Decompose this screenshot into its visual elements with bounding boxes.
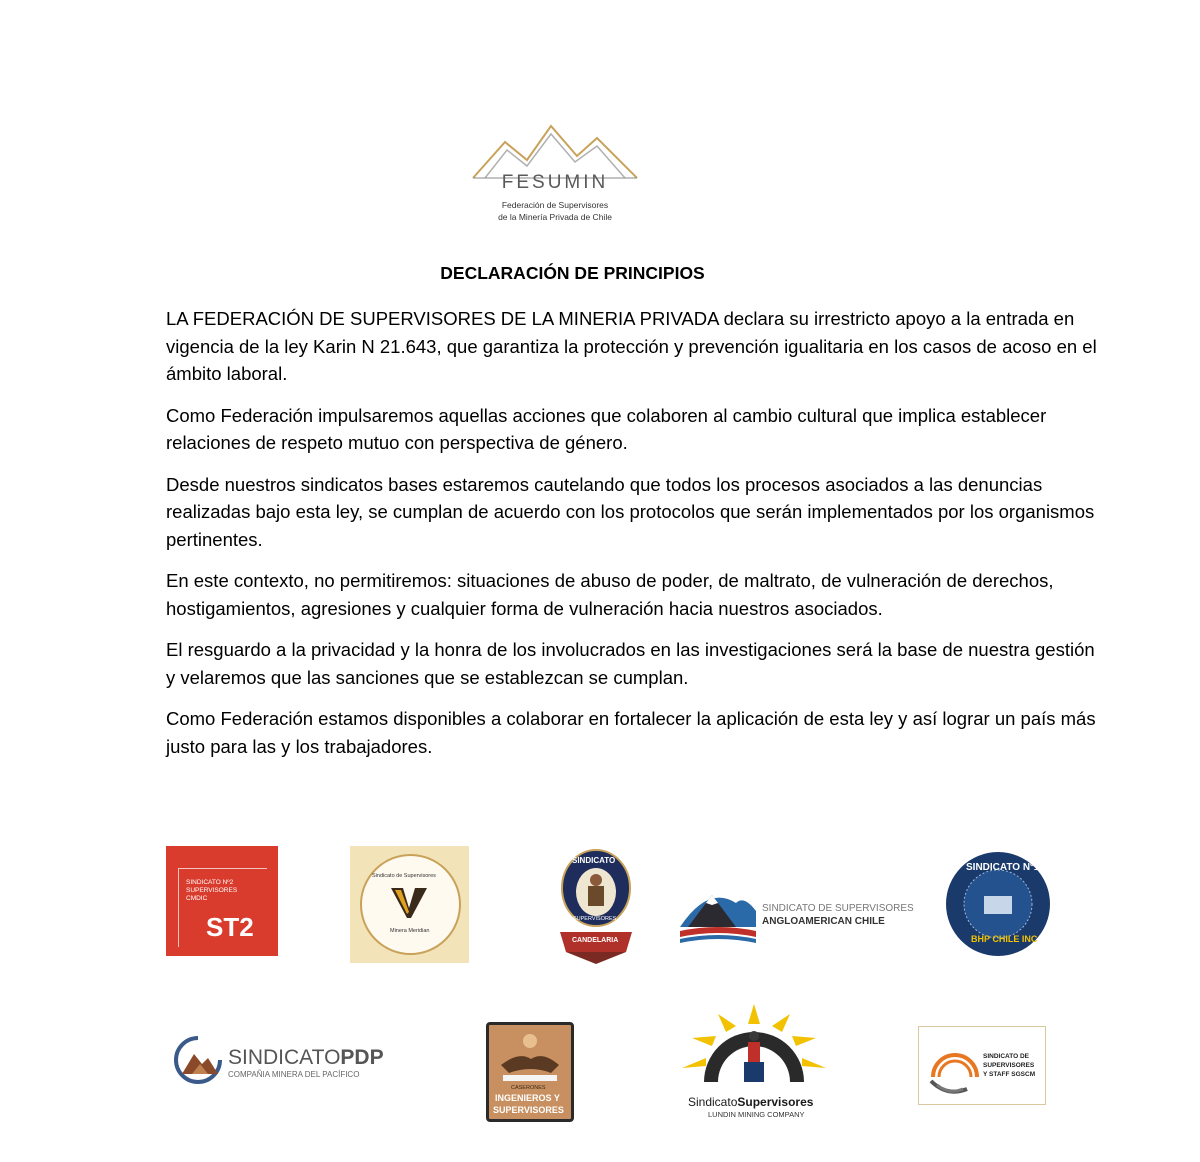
caserones-line-2: INGENIEROS Y [495, 1093, 560, 1103]
fesumin-name: FESUMIN [501, 172, 609, 193]
caserones-handshake-icon [489, 1029, 571, 1089]
caserones-line-3: SUPERVISORES [493, 1105, 564, 1115]
candelaria-logo [552, 846, 640, 966]
sgscm-line-1: SINDICATO DE [983, 1053, 1029, 1060]
paragraph-6: Como Federación estamos disponibles a colaborar en fortalecer la aplicación de esta ley y así lograr un país más justo para las y los trabajadores. [166, 708, 1096, 757]
sgscm-arcs-icon [927, 1037, 981, 1097]
lundin-sun-icon [678, 1002, 830, 1092]
pdp-name [228, 1046, 384, 1070]
angloamerican-line-2: ANGLOAMERICAN CHILE [762, 916, 885, 927]
fesumin-subtitle-1: Federación de Supervisores [501, 200, 609, 210]
lundin-name [688, 1095, 813, 1109]
lundin-logo [678, 1002, 830, 1120]
st2-logo [166, 846, 278, 956]
paragraph-5: El resguardo a la privacidad y la honra de los involucrados en las investigaciones será la base de nuestra gestión y velaremos que las sanciones que se establezcan se cumplan. [166, 639, 1095, 688]
pdp-circle-icon [172, 1034, 224, 1086]
bhp-bottom-text: BHP CHILE INC [971, 934, 1038, 944]
candelaria-banner-text: CANDELARIA [572, 937, 619, 944]
bhp-top-text: SINDICATO Nº1 [966, 862, 1040, 873]
mountains-icon [465, 120, 645, 180]
bhp-logo [944, 850, 1052, 958]
paragraph-2: Como Federación impulsaremos aquellas acciones que colaboren al cambio cultural que implica establecer relaciones de respeto mutuo con perspectiva de género. [166, 404, 1047, 453]
angloamerican-logo [678, 875, 918, 947]
pdp-subtitle: COMPAÑIA MINERA DEL PACÍFICO [228, 1070, 360, 1079]
caserones-line-1: CASERONES [511, 1085, 546, 1091]
minera-meridian-logo [350, 846, 469, 963]
candelaria-arc-text: SINDICATO [572, 856, 616, 865]
lundin-name-b: Supervisores [737, 1095, 814, 1109]
paragraph-1: LA FEDERACIÓN DE SUPERVISORES DE LA MINERIA PRIVADA declara su irrestricto apoyo a la entrada en vigencia de la ley Karin N 21.643, que garantiza la protección y prevención igualitaria en los casos de acoso en el ámbito laboral. [166, 308, 1097, 384]
st2-line-3: CMDIC [186, 895, 208, 902]
document-title: DECLARACIÓN DE PRINCIPIOS [440, 263, 705, 283]
st2-line-2: SUPERVISORES [186, 887, 238, 894]
pdp-logo [172, 1034, 384, 1090]
sgscm-line-2: SUPERVISORES [983, 1062, 1035, 1069]
sgscm-line-3: Y STAFF SGSCM [983, 1071, 1036, 1078]
caserones-logo [486, 1022, 574, 1122]
angloamerican-mountain-icon [678, 875, 758, 945]
meridian-v-icon [389, 886, 429, 920]
st2-mark: ST2 [206, 912, 254, 942]
lundin-subtitle: LUNDIN MINING COMPANY [708, 1110, 805, 1119]
meridian-top-text: Sindicato de Supervisores [372, 873, 436, 879]
angloamerican-line-1: SINDICATO DE SUPERVISORES [762, 903, 914, 914]
paragraph-3: Desde nuestros sindicatos bases estaremos cautelando que todos los procesos asociados a las denuncias realizadas bajo esta ley, se cumplan de acuerdo con los protocolos que serán implementados por los organismos pertinentes. [166, 473, 1095, 550]
meridian-bottom-text: Minera Meridian [390, 928, 430, 934]
pdp-name-a: SINDICATO [228, 1046, 341, 1069]
candelaria-inner-text: SUPERVISORES [573, 916, 617, 922]
pdp-name-b: PDP [340, 1046, 384, 1069]
paragraph-4: En este contexto, no permitiremos: situaciones de abuso de poder, de maltrato, de vulneración de derechos, hostigamientos, agresiones y cualquier forma de vulneración hacia nuestros asociados. [166, 570, 1054, 619]
lundin-name-a: Sindicato [688, 1095, 738, 1109]
document-body [166, 305, 1101, 774]
fesumin-subtitle-2: de la Minería Privada de Chile [498, 212, 612, 222]
sgscm-logo [918, 1026, 1046, 1105]
fesumin-logo [465, 120, 645, 230]
st2-line-1: SINDICATO Nº2 [186, 879, 234, 886]
